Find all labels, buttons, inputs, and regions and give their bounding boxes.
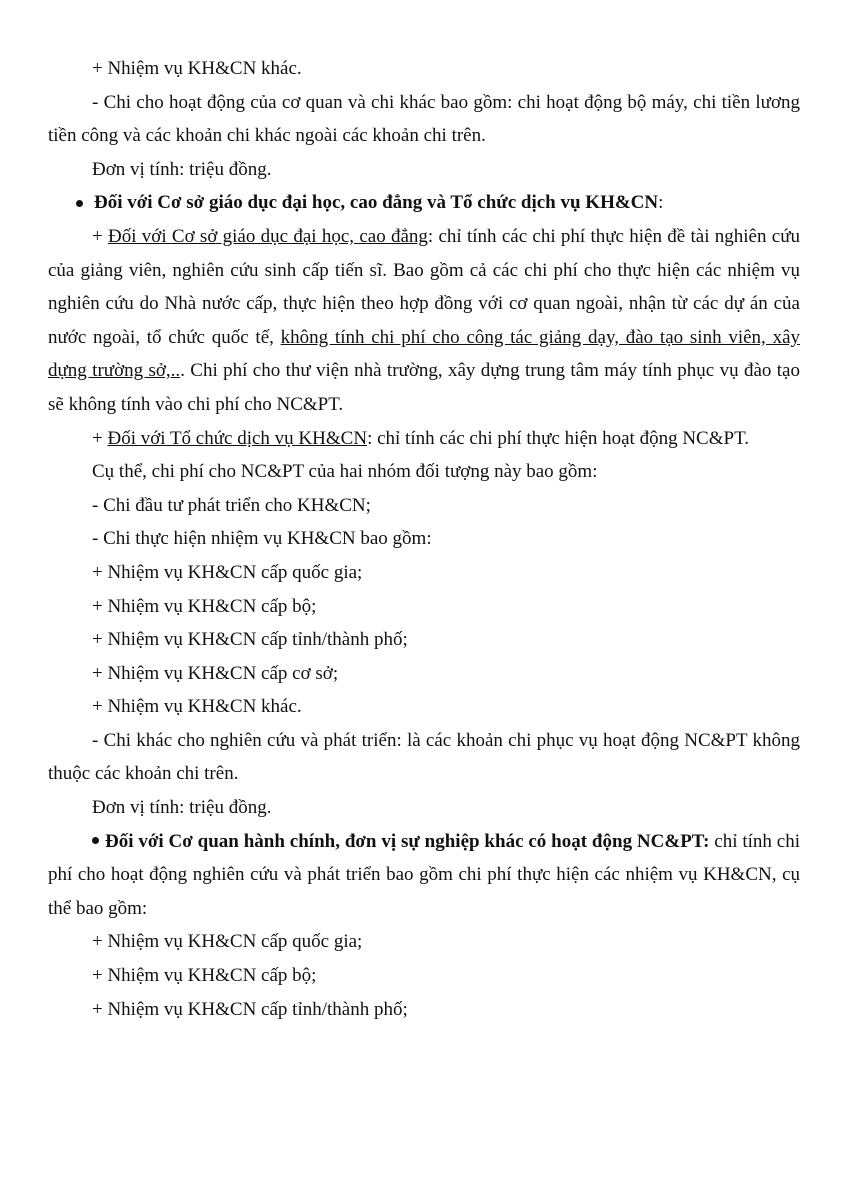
list-item: + Nhiệm vụ KH&CN khác. [92, 696, 302, 718]
section1-other-costs: - Chi khác cho nghiên cứu và phát triển: là các khoản chi phục vụ hoạt động NC&PT không thuộc các khoản chi trên. [48, 729, 800, 785]
section1-paragraph-universities [48, 220, 800, 422]
section2-heading [48, 825, 800, 926]
p2-underlined-term: Đối với Tổ chức dịch vụ KH&CN [107, 427, 368, 449]
p1-tail: . Chi phí cho thư viện nhà trường, xây dựng trung tâm máy tính phục vụ đào tạo sẽ không tính vào chi phí cho NC&PT. [48, 360, 800, 415]
section2-heading-text: chỉ tính chi phí cho hoạt động nghiên cứu và phát triển bao gồm chi phí thực hiện các nhiệm vụ KH&CN, cụ thể bao gồm: [48, 830, 800, 919]
p1-text: : chỉ tính các chi phí thực hiện đề tài nghiên cứu của giảng viên, nghiên cứu sinh cấp tiến sĩ. Bao gồm cả các chi phí cho thực hiện các nhiệm vụ nghiên cứu do Nhà nước cấp, thực hiện theo hợp đồng với cơ quan ngoài, nhận từ các dự án của nước ngoài, tổ chức quốc tế, [48, 225, 800, 348]
section1-heading-colon: : [658, 192, 664, 214]
section2-heading-bold: Đối với Cơ quan hành chính, đơn vị sự nghiệp khác có hoạt động NC&PT: [105, 830, 710, 852]
list-item: + Nhiệm vụ KH&CN cấp bộ; [92, 965, 317, 987]
section1-specific: Cụ thể, chi phí cho NC&PT của hai nhóm đối tượng này bao gồm: [92, 461, 598, 483]
p2-text: : chỉ tính các chi phí thực hiện hoạt động NC&PT. [367, 427, 750, 449]
paragraph-operating-costs: - Chi cho hoạt động của cơ quan và chi khác bao gồm: chi hoạt động bộ máy, chi tiền lương tiền công và các khoản chi khác ngoài các khoản chi trên. [48, 91, 800, 147]
unit-line: Đơn vị tính: triệu đồng. [92, 158, 272, 180]
section1-task-costs: - Chi thực hiện nhiệm vụ KH&CN bao gồm: [92, 528, 432, 550]
list-item: + Nhiệm vụ KH&CN cấp cơ sở; [92, 662, 339, 684]
section1-investment: - Chi đầu tư phát triển cho KH&CN; [92, 494, 371, 516]
p1-prefix: + [92, 225, 109, 247]
list-item: + Nhiệm vụ KH&CN cấp quốc gia; [92, 931, 363, 953]
p2-prefix: + [92, 427, 108, 449]
list-item: + Nhiệm vụ KH&CN cấp tỉnh/thành phố; [92, 998, 408, 1020]
p1-underlined-exclusion: không tính chi phí cho công tác giảng dạy, đào tạo sinh viên, xây dựng trường sở,.. [48, 326, 801, 382]
section1-heading-bold: Đối với Cơ sở giáo dục đại học, cao đẳng và Tổ chức dịch vụ KH&CN [94, 192, 659, 214]
unit-line: Đơn vị tính: triệu đồng. [92, 797, 272, 819]
bullet-icon [76, 200, 83, 207]
list-item: + Nhiệm vụ KH&CN cấp bộ; [92, 595, 317, 617]
list-item: + Nhiệm vụ KH&CN cấp quốc gia; [92, 561, 363, 583]
section1-paragraph-services [48, 422, 800, 456]
document-page [48, 52, 800, 1026]
bullet-icon [92, 837, 99, 844]
line-other-tasks: + Nhiệm vụ KH&CN khác. [92, 58, 302, 79]
list-item: + Nhiệm vụ KH&CN cấp tỉnh/thành phố; [92, 629, 408, 651]
p1-underlined-term: Đối với Cơ sở giáo dục đại học, cao đẳng [108, 225, 428, 247]
section1-heading [48, 186, 800, 220]
